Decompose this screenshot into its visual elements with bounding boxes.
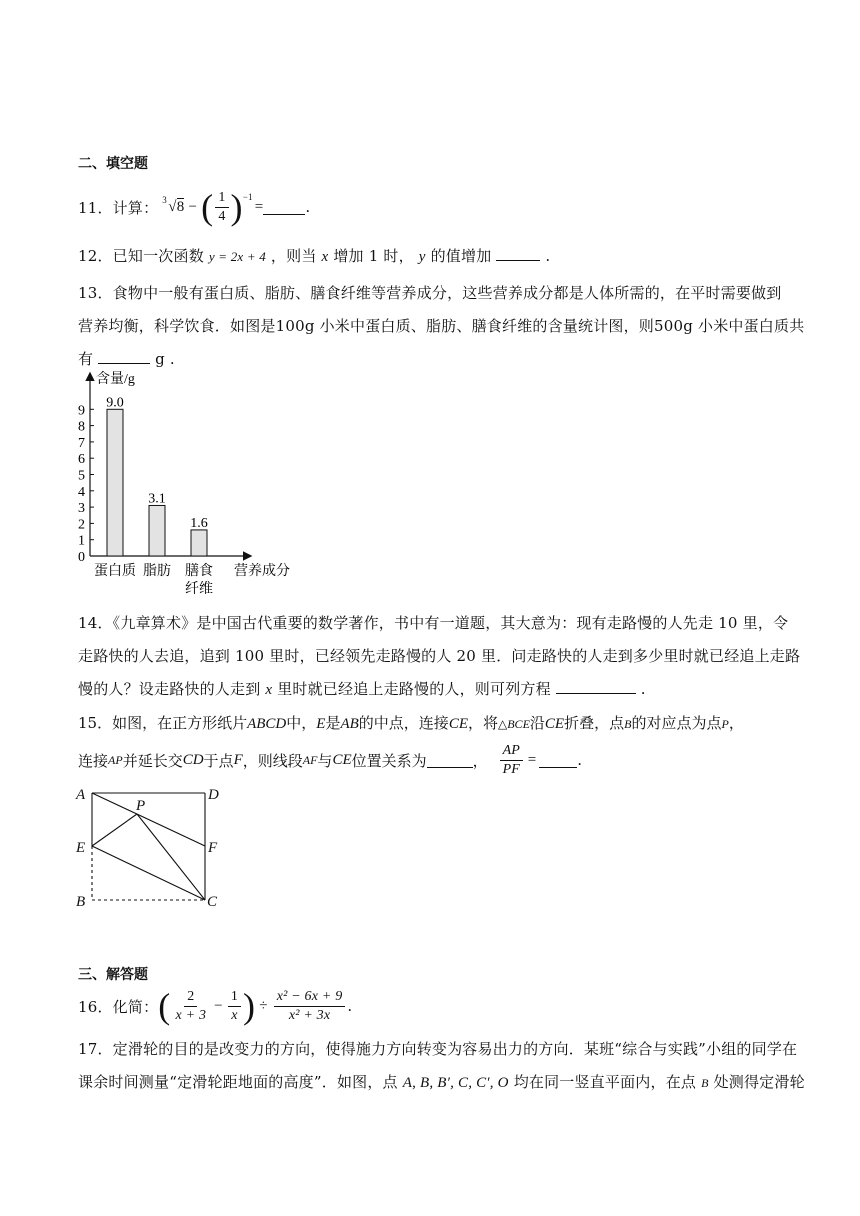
q15-p: P <box>721 717 729 731</box>
q17-text-c: 处测得定滑轮 <box>713 1073 805 1091</box>
q17-points: A, B, B′, C, C′, O <box>402 1075 509 1091</box>
q17-b: B <box>701 1076 709 1090</box>
q11-fraction <box>215 190 228 225</box>
y-tick-label: 8 <box>78 419 85 435</box>
label-b: B <box>76 894 86 910</box>
q16-f3-den: x² + 3x <box>288 1007 331 1023</box>
q12-text-1: 12．已知一次函数 <box>78 247 204 265</box>
q15-equals: = <box>527 751 537 768</box>
q16-minus: − <box>214 997 223 1014</box>
q15-t1: 15．如图，在正方形纸片 <box>78 714 248 732</box>
q16-end: . <box>347 997 353 1015</box>
q15-frac-num: AP <box>500 743 523 761</box>
q15-t8: 的对应点为点 <box>631 714 722 732</box>
bar-value-label: 1.6 <box>190 515 208 531</box>
segment-ep <box>92 814 137 846</box>
q14-var-x: x <box>265 682 273 698</box>
q16-f2-den: x <box>231 1007 238 1023</box>
q16-divide: ÷ <box>259 997 268 1014</box>
q15-fraction <box>500 743 523 778</box>
q12-answer-blank <box>496 246 540 261</box>
q15-e: E <box>316 716 326 732</box>
q16-f1-num: 2 <box>184 989 197 1007</box>
label-f: F <box>208 840 218 856</box>
chart-category-labels <box>94 562 213 597</box>
q17-text-a: 课余时间测量“定滑轮距地面的高度”．如图，点 <box>78 1073 398 1091</box>
q14-end: . <box>640 680 646 698</box>
q15-answer-blank-1 <box>427 753 473 768</box>
q16-fraction-3 <box>274 989 346 1024</box>
q15-answer-blank-2 <box>539 753 577 768</box>
q13-text-b: g . <box>155 350 175 368</box>
q16-f1-den: x + 3 <box>175 1007 207 1023</box>
label-d: D <box>208 787 219 803</box>
q11-frac-den: 4 <box>218 208 226 224</box>
label-c: C <box>207 894 218 910</box>
nutrition-bar-chart <box>60 370 310 597</box>
label-p: P <box>136 798 146 814</box>
q11-equals: = <box>254 198 264 215</box>
y-tick-label: 7 <box>78 435 85 451</box>
category-label: 膳食 <box>185 564 213 579</box>
y-tick-label: 0 <box>78 550 85 565</box>
q15-b: B <box>624 717 632 731</box>
q15-af: AF <box>302 752 318 767</box>
q16-f2-num: 1 <box>228 989 241 1007</box>
question-11: 11．计算： 3 √8 − ( $\frac{1}{4}$ ) $^{-1}$ = . <box>78 187 311 227</box>
square-folding-figure <box>70 778 230 913</box>
q15-t12: 于点 <box>203 751 234 770</box>
q15-line-2 <box>78 740 582 780</box>
q15-t7: 折叠，点 <box>564 714 625 732</box>
q13-line-2: 营养均衡，科学饮食．如图是100g 小米中蛋白质、脂肪、膳食纤维的含量统计图，则500g 小米中蛋白质共 <box>78 317 805 335</box>
q15-triangle: △BCE <box>498 717 530 731</box>
q12-var-x: x <box>321 249 329 265</box>
y-tick-label: 3 <box>78 501 85 517</box>
q11-radicand: 8 <box>176 198 185 215</box>
bar-2 <box>149 505 165 556</box>
q13-answer-blank <box>98 349 150 364</box>
question-12 <box>78 245 550 266</box>
q14-text-a: 慢的人？设走路快的人走到 <box>78 680 261 698</box>
category-label: 脂肪 <box>143 564 171 579</box>
q14-answer-blank <box>556 679 636 694</box>
q12-text-2: ，则当 <box>270 247 317 265</box>
chart-y-ticks <box>78 403 94 565</box>
q15-t9: ， <box>728 714 744 732</box>
q15-ce-3: CE <box>332 751 352 768</box>
q15-f: F <box>233 751 243 768</box>
q13-line-3 <box>78 348 175 369</box>
q16-f3-num: x² − 6x + 9 <box>274 989 346 1007</box>
q14-line-2: 走路快的人去追，追到 100 里时，已经领先走路慢的人 20 里．问走路快的人走到多少里时就已经追上走路 <box>78 647 801 665</box>
q12-end: . <box>545 247 551 265</box>
q15-t4: 的中点，连接 <box>358 714 449 732</box>
q15-t15: 位置关系为 <box>351 751 427 770</box>
bar-1 <box>107 409 123 556</box>
q12-function: y = 2x + 4 <box>208 249 266 264</box>
q15-t11: 并延长交 <box>122 751 183 770</box>
q14-text-b: 里时就已经追上走路慢的人，则可列方程 <box>277 680 551 698</box>
q16-fraction-1 <box>173 989 210 1024</box>
section-title-fill-in: 二、填空题 <box>78 156 148 172</box>
q16-fraction-2 <box>228 989 241 1024</box>
q13-text-a: 有 <box>78 350 94 368</box>
q15-line-1 <box>78 712 744 733</box>
q15-frac-den: PF <box>502 761 520 777</box>
q11-minus: − <box>188 198 198 215</box>
q11-prefix: 11．计算： <box>78 198 159 217</box>
q11-cube-root: 3 √8 <box>162 194 185 215</box>
y-tick-label: 1 <box>78 533 85 549</box>
q15-t3: 是 <box>325 714 341 732</box>
q14-line-3 <box>78 678 646 699</box>
bar-value-label: 9.0 <box>106 395 124 411</box>
segment-pc <box>137 814 205 900</box>
q15-ce: CE <box>448 716 468 732</box>
q15-t2: 中， <box>286 714 317 732</box>
category-label: 纤维 <box>185 582 213 597</box>
q15-t16: ， <box>472 751 488 770</box>
q15-t5: ，将 <box>467 714 498 732</box>
q12-text-3: 增加 1 时， <box>333 247 414 265</box>
q11-end: . <box>305 198 311 216</box>
q17-line-2 <box>78 1071 805 1092</box>
y-tick-label: 2 <box>78 517 85 533</box>
label-e: E <box>76 840 86 856</box>
q15-t6: 沿 <box>529 714 545 732</box>
q11-answer-blank <box>263 200 305 215</box>
chart-x-axis-label: 营养成分 <box>234 564 290 579</box>
q11-frac-num: 1 <box>215 190 228 208</box>
q13-line-1: 13．食物中一般有蛋白质、脂肪、膳食纤维等营养成分，这些营养成分都是人体所需的，在平时需要做到 <box>78 284 782 302</box>
category-label: 蛋白质 <box>94 564 136 579</box>
q15-cd: CD <box>182 751 204 768</box>
q15-t13: ，则线段 <box>242 751 303 770</box>
q15-ab: AB <box>340 716 359 732</box>
q15-t10: 连接 <box>78 751 109 770</box>
label-a: A <box>76 787 86 803</box>
segment-ec <box>92 846 205 900</box>
bar-value-label: 3.1 <box>148 491 166 507</box>
section-title-solve: 三、解答题 <box>78 967 148 983</box>
q15-ce-2: CE <box>544 716 565 732</box>
q11-exponent: −1 <box>242 192 253 202</box>
q11-root-index: 3 <box>162 194 167 205</box>
question-16: 16．化简： ( $\frac{2}{x + 3}$ − $\frac{1}{x}$ ) ÷ $\frac{\text{x² − 6x + 9}}{\text{x² + 3x}}$ . <box>78 986 353 1026</box>
bar-3 <box>191 530 207 556</box>
segment-af <box>92 793 205 846</box>
chart-y-axis-label: 含量/g <box>96 372 135 387</box>
q14-line-1: 14．《九章算术》是中国古代重要的数学著作，书中有一道题，其大意为：现有走路慢的人先走 10 里，令 <box>78 614 789 632</box>
y-tick-label: 4 <box>78 484 85 500</box>
y-tick-label: 5 <box>78 468 85 484</box>
q15-t14: 与 <box>317 751 333 770</box>
q17-line-1: 17．定滑轮的目的是改变力的方向，使得施力方向转变为容易出力的方向．某班“综合与实践”小组的同学在 <box>78 1040 798 1058</box>
y-tick-label: 9 <box>78 403 85 419</box>
q12-var-y: y <box>418 249 426 265</box>
q15-abcd: ABCD <box>247 716 287 732</box>
q12-text-4: 的值增加 <box>430 247 492 265</box>
q15-end: . <box>577 751 582 769</box>
chart-bars <box>107 409 207 556</box>
y-tick-label: 6 <box>78 452 85 468</box>
q17-text-b: 均在同一竖直平面内，在点 <box>513 1073 697 1091</box>
q15-ap: AP <box>108 752 123 767</box>
q16-prefix: 16．化简： <box>78 997 159 1016</box>
